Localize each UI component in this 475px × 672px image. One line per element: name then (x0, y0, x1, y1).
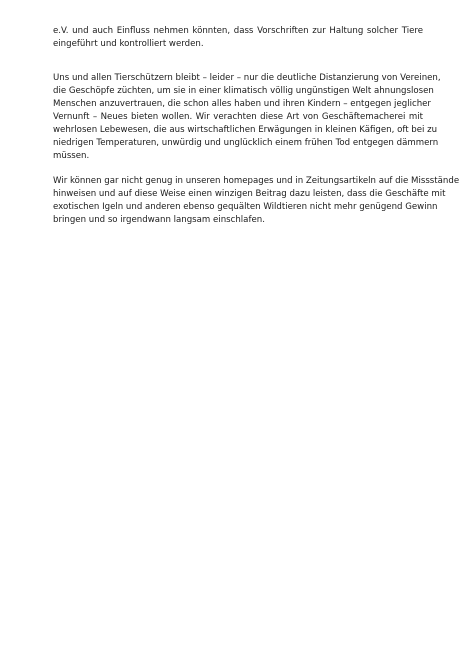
text-line: e.V. und auch Einfluss nehmen könnten, dass Vorschriften zur Haltung solcher Tiere (53, 26, 423, 36)
text-line: müssen. (53, 151, 90, 161)
paragraph-1 (53, 25, 423, 51)
text-line: niedrigen Temperaturen, unwürdig und unglücklich einem frühen Tod entgegen dämmern (53, 138, 439, 148)
text-line: hinweisen und auf diese Weise einen winzigen Beitrag dazu leisten, dass die Geschäfte mit (53, 189, 446, 199)
text-line: exotischen Igeln und anderen ebenso gequälten Wildtieren nicht mehr genügend Gewinn (53, 202, 438, 212)
paragraph-3 (53, 175, 460, 227)
text-line: Uns und allen Tierschützern bleibt – leider – nur die deutliche Distanzierung von Vereinen, (53, 73, 441, 83)
paragraph-2 (53, 72, 441, 163)
text-line: Menschen anzuvertrauen, die schon alles haben und ihren Kindern – entgegen jeglicher (53, 99, 431, 109)
text-line: eingeführt und kontrolliert werden. (53, 39, 204, 49)
text-line: die Geschöpfe züchten, um sie in einer klimatisch völlig ungünstigen Welt ahnungslosen (53, 86, 434, 96)
text-line: Wir können gar nicht genug in unseren homepages und in Zeitungsartikeln auf die Missstände (53, 176, 460, 186)
text-line: Vernunft – Neues bieten wollen. Wir verachten diese Art von Geschäftemacherei mit (53, 112, 423, 122)
text-line: wehrlosen Lebewesen, die aus wirtschaftlichen Erwägungen in kleinen Käfigen, oft bei zu (53, 125, 438, 135)
text-line: bringen und so irgendwann langsam einschlafen. (53, 215, 265, 225)
